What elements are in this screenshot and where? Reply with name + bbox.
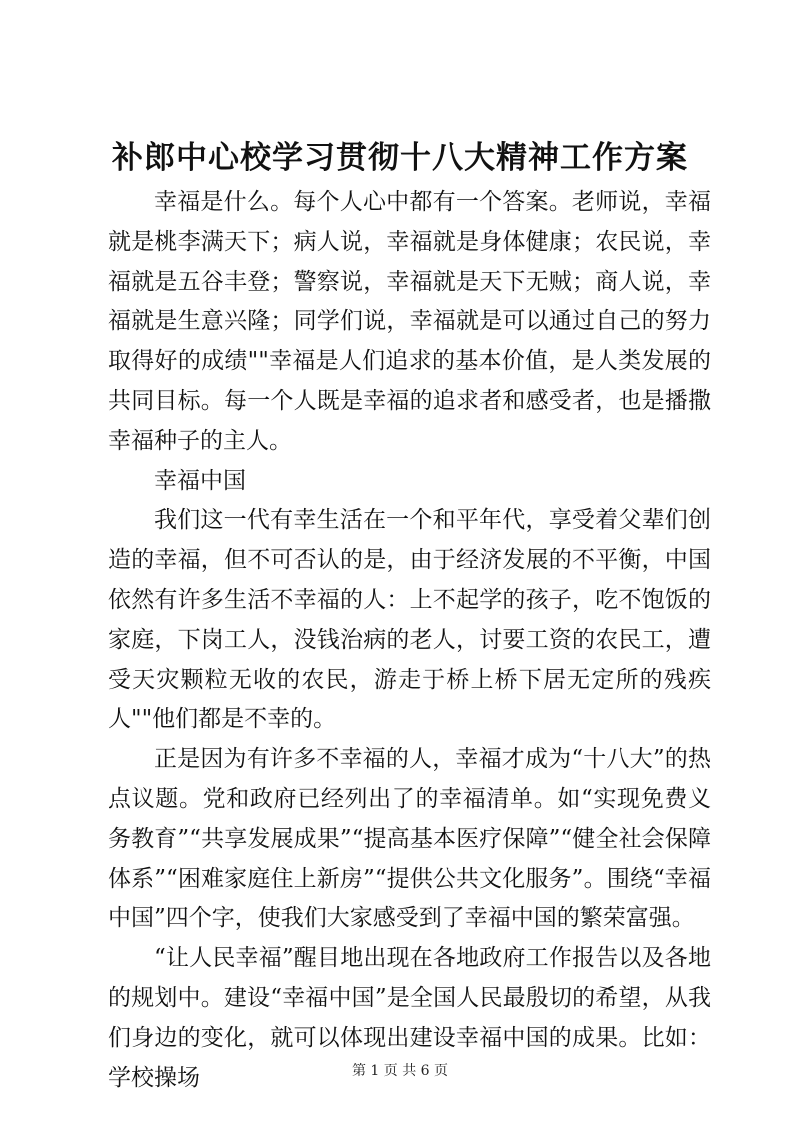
paragraph-eighteenth-congress: 正是因为有许多不幸福的人，幸福才成为“十八大”的热点议题。党和政府已经列出了的幸福清单。如“实现免费义务教育”“共享发展成果”“提高基本医疗保障”“健全社会保障体系”“困难家庭住上新房”“提供公共文化服务”。围绕“幸福中国”四个字，使我们大家感受到了幸福中国的繁荣富强。 [108,746,711,932]
document-body [108,183,711,1098]
paragraph-intro: 幸福是什么。每个人心中都有一个答案。老师说，幸福就是桃李满天下；病人说，幸福就是身体健康；农民说，幸福就是五谷丰登；警察说，幸福就是天下无贼；商人说，幸福就是生意兴隆；同学们说，幸福就是可以通过自己的努力取得好的成绩""幸福是人们追求的基本价值，是人类发展的共同目标。每一个人既是幸福的追求者和感受者，也是播撒幸福种子的主人。 [108,189,711,454]
paragraph-heading-happy-china: 幸福中国 [154,467,246,494]
page-number-footer: 第 1 页 共 6 页 [351,1063,449,1079]
paragraph-people-happiness: “让人民幸福”醒目地出现在各地政府工作报告以及各地的规划中。建设“幸福中国”是全国人民最殷切的希望，从我们身边的变化，就可以体现出建设幸福中国的成果。比如：学校操场 [108,945,711,1091]
paragraph-generation: 我们这一代有幸生活在一个和平年代，享受着父辈们创造的幸福，但不可否认的是，由于经济发展的不平衡，中国依然有许多生活不幸福的人：上不起学的孩子，吃不饱饭的家庭，下岗工人，没钱治病的老人，讨要工资的农民工，遭受天灾颗粒无收的农民，游走于桥上桥下居无定所的残疾人""他们都是不幸的。 [108,507,711,733]
document-title: 补郎中心校学习贯彻十八大精神工作方案 [112,140,688,176]
